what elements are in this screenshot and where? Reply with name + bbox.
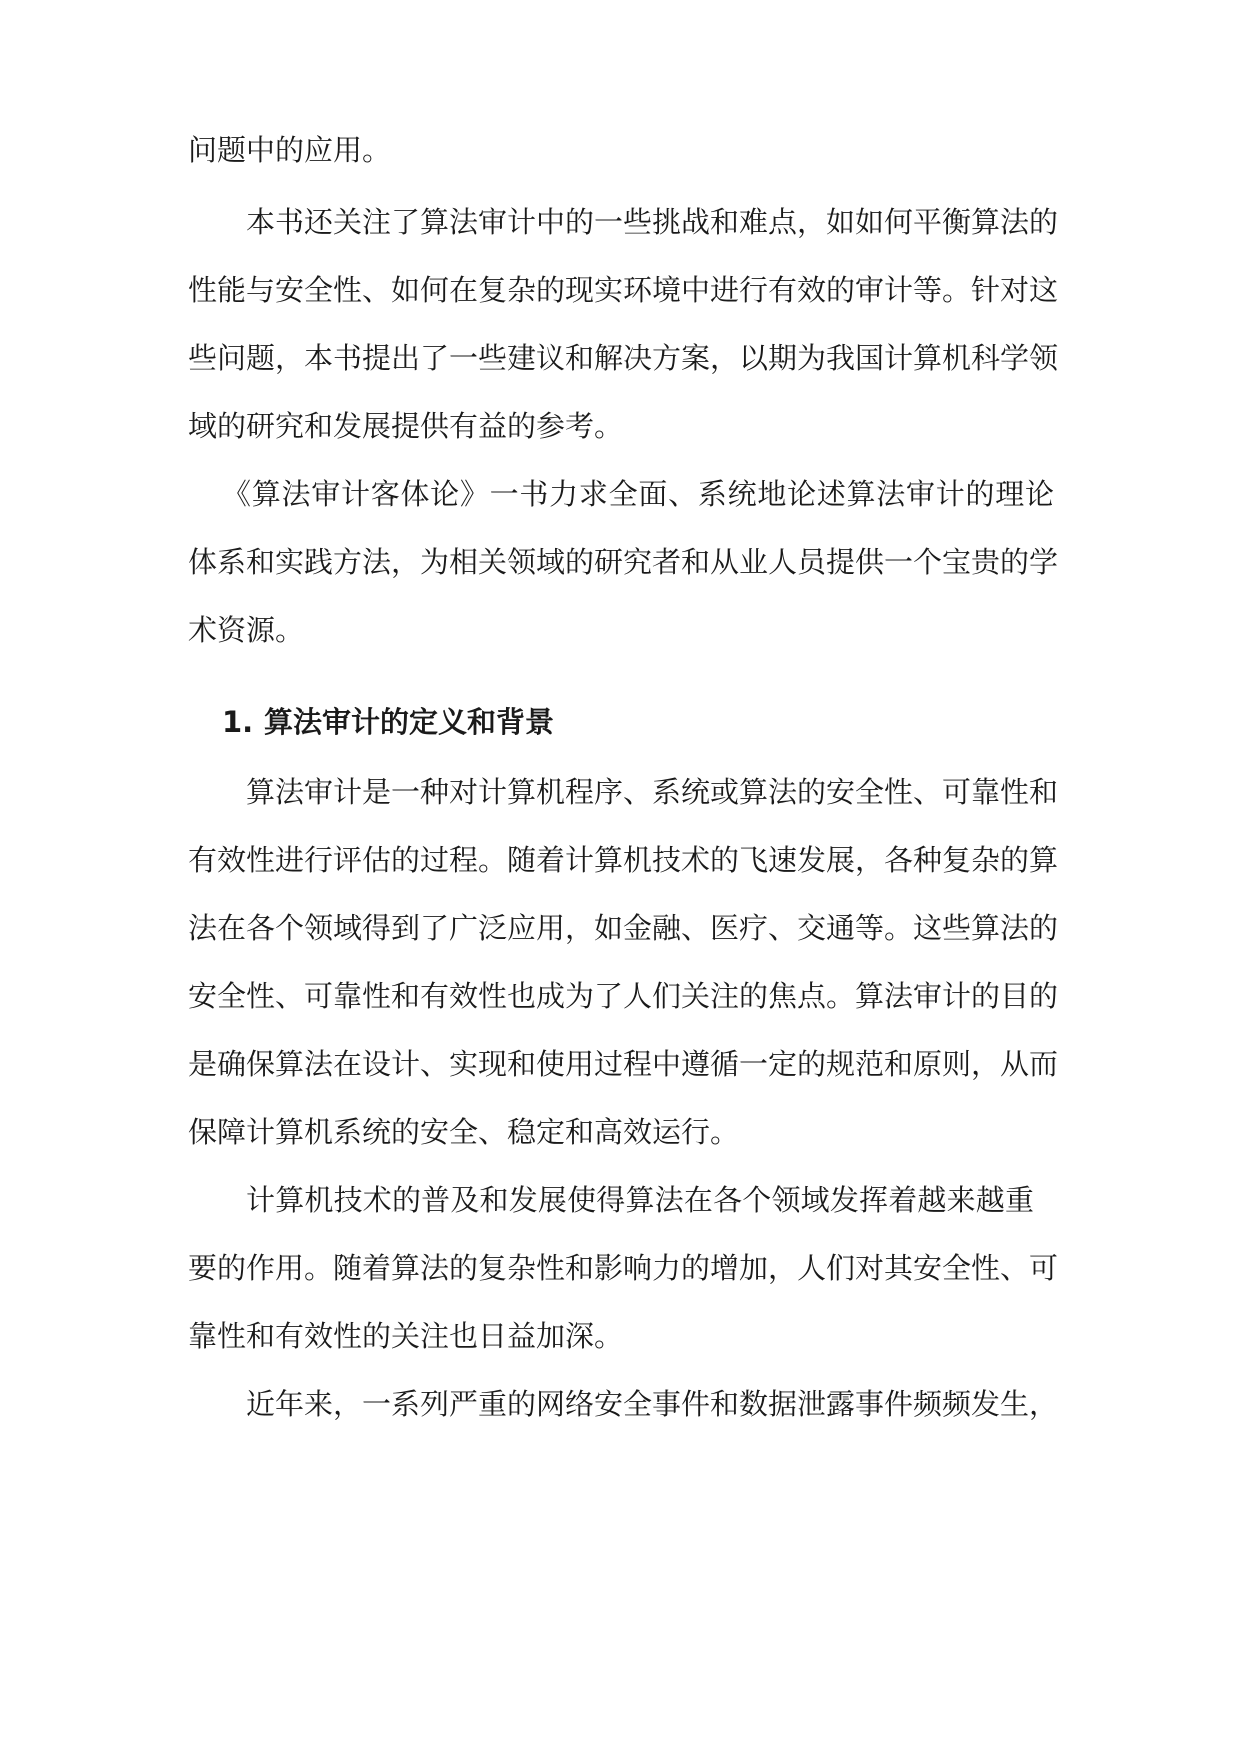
text-line: 术资源。 <box>188 613 305 647</box>
text-line: 计算机技术的普及和发展使得算法在各个领域发挥着越来越重 <box>246 1183 1034 1217</box>
section-title: 算法审计的定义和背景 <box>264 705 555 739</box>
text-line: 近年来，一系列严重的网络安全事件和数据泄露事件频频发生， <box>246 1387 1059 1421</box>
text-line: 是确保算法在设计、实现和使用过程中遵循一定的规范和原则，从而 <box>188 1047 1059 1081</box>
text-line: 些问题，本书提出了一些建议和解决方案，以期为我国计算机科学领 <box>188 341 1059 375</box>
text-line: 性能与安全性、如何在复杂的现实环境中进行有效的审计等。针对这 <box>188 273 1059 307</box>
text-line: 安全性、可靠性和有效性也成为了人们关注的焦点。算法审计的目的 <box>188 979 1059 1013</box>
text-line: 本书还关注了算法审计中的一些挑战和难点，如如何平衡算法的 <box>246 205 1059 239</box>
section-heading <box>222 702 1022 742</box>
text-line: 有效性进行评估的过程。随着计算机技术的飞速发展，各种复杂的算 <box>188 843 1059 877</box>
text-line: 要的作用。随着算法的复杂性和影响力的增加，人们对其安全性、可 <box>188 1251 1059 1285</box>
text-line: 保障计算机系统的安全、稳定和高效运行。 <box>188 1115 740 1149</box>
text-line: 法在各个领域得到了广泛应用，如金融、医疗、交通等。这些算法的 <box>188 911 1059 945</box>
section-number: 1. <box>222 705 254 739</box>
text-line: 体系和实践方法，为相关领域的研究者和从业人员提供一个宝贵的学 <box>188 545 1059 579</box>
text-line: 问题中的应用。 <box>188 133 392 167</box>
text-line: 域的研究和发展提供有益的参考。 <box>188 409 624 443</box>
text-line: 靠性和有效性的关注也日益加深。 <box>188 1319 624 1353</box>
text-line: 算法审计是一种对计算机程序、系统或算法的安全性、可靠性和 <box>246 775 1059 809</box>
text-line: 《算法审计客体论》一书力求全面、系统地论述算法审计的理论 <box>222 477 1054 511</box>
